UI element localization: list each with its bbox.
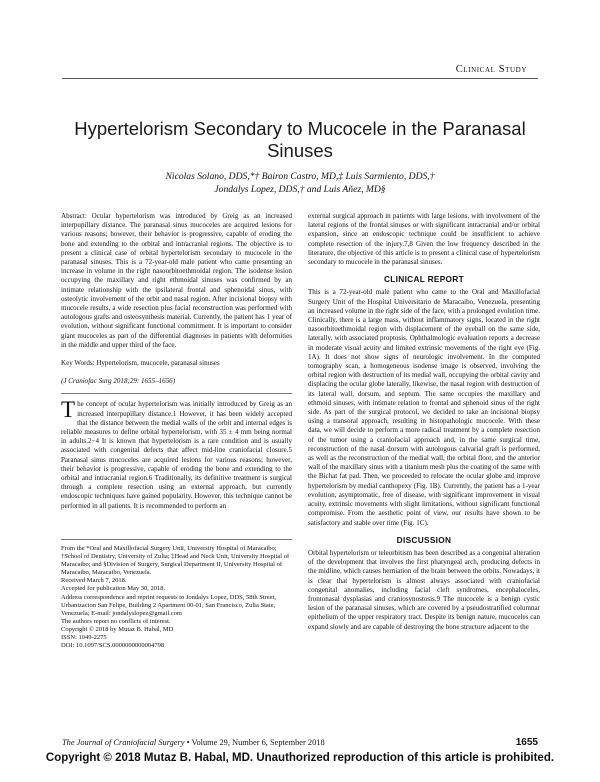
drop-cap: T (61, 397, 76, 423)
discussion-heading: DISCUSSION (396, 534, 452, 545)
introduction (61, 397, 292, 510)
author-line-1: Nicolas Solano, DDS,*† Bairon Castro, MD,‡ Luis Sarmiento, DDS,† (165, 171, 435, 182)
clinical-report-text: This is a 72-year-old male patient who came to the Oral and Maxillofacial Surgery Unit of the Hospital Universitario de Maracaibo, Venezuela, presenting an increased volume in the right side of the face, with a prolonged evolution time. Clinically, there is a large mass, without inflammatory signs, located in the right nasoorbitoethmoidal region with displacement of the eyeball on the same side, laterally, with associated proptosis. Ophthalmologic evaluation reports a decrease in moderate visual acuity and limited extrinsic movements of the right eye (Fig. 1A). It does not show signs of neurologic involvement. In the computed tomography scan, a homogeneous isodense image is observed, involving the orbital region with destruction of its medial wall, occupying the orbital cavity and displacing the ocular globe laterally, likewise, the nasal region with destruction of its lateral wall, dorsum, and septum. The same occupies the maxillary and ethmoid sinuses, with intimate relation to frontal and sphenoid sinus of the right side. As part of the surgical protocol, we decided to take an incisional biopsy using a transoral approach, resulting in histopathologic mucocele. With these data, we will decide to perform a more radical treatment by a complete resection of the tumor using a craniofacial approach and, in the same surgical time, reconstruction of the nasal dorsum with autologous calvarial graft is performed, as well as the reconstruction of the medial wall, the orbital floor, and the anterior wall of the maxillary sinus with a titanium mesh plus the coating of the same with the Bichat fat pad. Then, we proceeded to relocate the ocular globe and improve hypertelorism by medial canthopexy (Fig. 1B). Currently, the patient has a 1-year evolution, asymptomatic, free of disease, with significant improvement in visual acuity, extrinsic movements with slight limitations, without significant functional compromise. From the aesthetic point of view, our results have shown to be satisfactory and stable over time (Fig. 1C). (308, 288, 540, 527)
footnote-doi: DOI: 10.1097/SCS.0000000000004798 (61, 642, 165, 650)
introduction-continued: external surgical approach in patients with large lesions, with involvement of the lateral regions of the frontal sinuses or with significant intracranial and/or orbital expansion, since an endoscopic technique could be insufficient to achieve complete resection of the injury.7,8 Given the low frequency described in the literature, the objective of this article is to present a clinical case of hypertelorism secondary to mucocele in the paranasal sinuses. (308, 212, 540, 267)
journal-footer (62, 738, 325, 747)
footnote-accepted: Accepted for publication May 30, 2018. (61, 585, 166, 593)
abstract: Abstract: Ocular hypertelorism was introduced by Greig as an increased interpupillary distance. The paranasal sinus mucoceles are acquired lesions for various reasons; however, their behavior is progressive, capable of eroding the bone and extending to the orbital and intracranial regions. The objective is to present a clinical case of orbital hypertelorism secondary to mucocele in the paranasal sinuses. This is a 72-year-old male patient who came presenting an increase in volume in the right nasoorbitoethmoidal region. The isodense lesion occupying the maxillary and right ethmoidal sinuses was confirmed by an intimate relationship with the ipsilateral frontal and sphenoidal sinus, with osteolytic involvement of the orbit and nasal region. After incisional biopsy with mucocele results, a wide resection plus facial reconstruction was performed with autologous grafts and osteosynthesis material. Currently, the patient has 1 year of evolution, without significant functional commitment. It is important to consider giant mucoceles as part of the differential diagnoses in patients with deformities in the middle and upper third of the face. (61, 212, 292, 349)
footnote-issn: ISSN: 1049-2275 (61, 634, 107, 642)
footnote-received: Received March 7, 2018. (61, 577, 127, 585)
section-label: Clinical Study (455, 64, 527, 75)
citation: (J Craniofac Surg 2018;29: 1655–1656) (61, 377, 176, 386)
author-list (90, 171, 510, 196)
footnote-conflicts: The authors report no conflicts of interest. (61, 617, 171, 625)
clinical-report-heading: CLINICAL REPORT (384, 274, 464, 285)
journal-name: The Journal of Craniofacial Surgery (62, 738, 185, 747)
header-rule (62, 78, 538, 79)
keywords: Key Words: Hypertelorism, mucocele, paranasal sinuses (61, 359, 220, 368)
discussion-text: Orbital hypertelorism or teleorbitism has been described as a congenital alteration of the development that involves the first pharyngeal arch, producing defects in the midline, which causes herniation of the brain between the orbits. Nowadays, it is clear that hypertelorism is almost always associated with craniofacial congenital anomalies, including facial cleft syndromes, encephaloceles, frontonasal dysplasias and craniosynostosis.9 The mucocele is a benign cystic lesion of the paranasal sinuses, which are covered by a pseudostratified columnar epithelium of the upper respiratory tract. Despite its benign nature, mucoceles can expand slowly and are capable of destroying the bone structure adjacent to the (308, 548, 540, 631)
footnote-correspondence: Address correspondence and reprint requests to Jondalys Lopez, DDS, 58th Street, Urbanizacion San Felipe, Building 2 Apartment 00-01, San Francisco, Zulia State, Venezuela; E-mail: jondalyslopez@gmail.com (61, 593, 276, 617)
journal-volume: • Volume 29, Number 6, September 2018 (186, 738, 325, 747)
footnotes (61, 545, 292, 650)
introduction-text: he concept of ocular hypertelorism was initially introduced by Greig as an increased interpupillary distance.1 However, it has been widely accepted that the distance between the medial walls of the orbit and internal edges is reliable measures to define orbital hypertelorism, with 35 ± 4 mm being normal in adults.2−4 It is known that hypertelorism is a rare condition and is usually associated with congenital defects that affect mid-line craniofacial closure.5 Paranasal sinus mucoceles are acquired lesions for various reasons; however, their behavior is progressive, capable of eroding the bone and extending to the orbital and intracranial region.6 Traditionally, its definitive treatment is surgical through a complete resection using an external approach, but currently endoscopic techniques have gained popularity. However, this technique cannot be performed in all patients. It is recommended to perform an (61, 400, 292, 510)
page-number: 1655 (515, 737, 538, 748)
author-line-2: Jondalys Lopez, DDS,† and Luis Añez, MD§ (214, 183, 386, 195)
article-title: Hypertelorism Secondary to Mucocele in the Paranasal Sinuses (74, 118, 526, 161)
left-column (61, 212, 292, 511)
footnote-copyright: Copyright © 2018 by Mutaz B. Habal, MD (61, 625, 174, 633)
abstract-rule (61, 393, 292, 394)
footnote-affiliation: From the *Oral and Maxillofacial Surgery Unit, University Hospital of Maracaibo; †School of Dentistry, University of Zulia; ‡Head and Neck Unit, University Hospital of Maracaibo; and §Division of Surgery, Surgical Department II, University Hospital of Maracaibo, Maracaibo, Venezuela. (61, 545, 290, 577)
copyright-notice: Copyright © 2018 Mutaz B. Habal, MD. Unauthorized reproduction of this article is prohibited. (45, 752, 555, 764)
right-column (308, 212, 540, 632)
footnote-rule (61, 539, 292, 540)
